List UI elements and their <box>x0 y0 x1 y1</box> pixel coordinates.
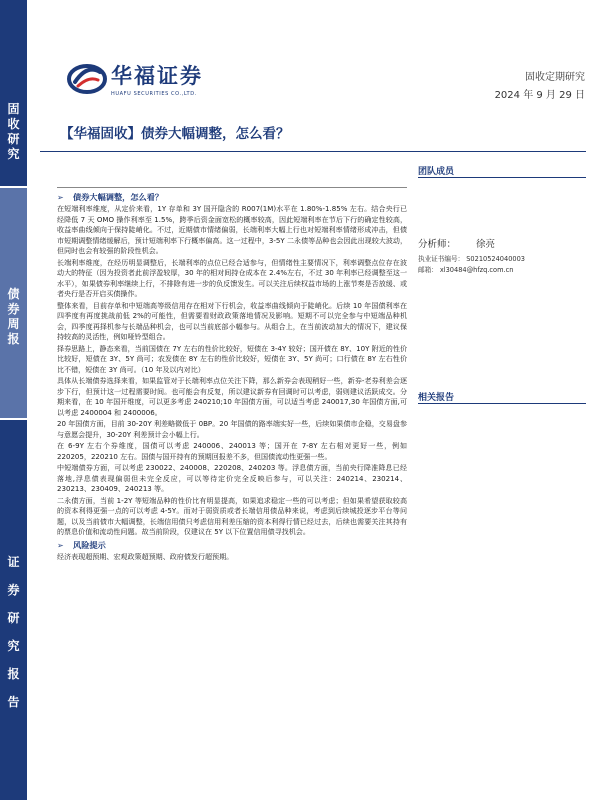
license-number: 执业证书编号： S0210524040003 <box>418 255 525 263</box>
paragraph: 在 6-9Y 左右个券维度，国债可以考虑 240006、240013 等；国开在 7-8Y 左右相对更好一些，例如 220205，220210 左右。国债与国开持有的预期回报差不多，但国债流动性更强一些。 <box>57 441 407 461</box>
left-sidebar <box>0 0 27 800</box>
company-logo <box>67 58 203 98</box>
team-heading: 团队成员 <box>418 164 586 178</box>
report-title: 【华福固收】债券大幅调整，怎么看？ <box>60 126 290 142</box>
sidebar-label-bond-weekly: 债 券 周 报 <box>7 287 20 346</box>
title-divider <box>40 151 586 152</box>
arrow-bullet-icon: ➢ <box>57 540 64 550</box>
logo-english-name: HUAFU SECURITIES CO.,LTD. <box>111 90 197 97</box>
sidebar-divider <box>0 418 27 420</box>
paragraph: 在短端利率维度，从定价来看，1Y 存单和 3Y 国开隐含的 R007(1M)水平在 1.80%-1.85% 左右。结合央行已经降低 7 天 OMO 操作利率至 1.5%，跨季后资金面宽松的概率较高，因此短端利率在节后下行的确定性较高，收益率曲线倾向于保持陡峭化。不过，近期债市情绪偏弱，长端利率大幅上行也对短端利率情绪形成冲击，但债市短期调整情绪缓解后，预计短端利率下行概率偏高。这一过程中，3-5Y 二永债等品种也会因此出现较大波动，但同时也会有较强的阶段性机会。 <box>57 204 407 255</box>
paragraph: 长端利率维度，在经历明显调整后，长端利率的点位已经合适参与，但情绪性主要情况下，利率调整点位存在波动大的特征（因为投资者此前浮盈较厚，30 年的相对间持仓成本在 2.4%左右，不过 30 年利率已经调整至这一水平），如果债券利率继续上行，不排除有进一步的负反馈发生。可以关注后续权益市场的上涨节奏是否放缓、或者央行是否开启买债操作。 <box>57 257 407 298</box>
paragraph: 20 年国债方面，目前 30-20Y 利差略微低于 0BP。20 年国债的路率端实好一些，后续如果债市企稳，交易盘参与意愿会提升，30-20Y 利差预计会小幅上行。 <box>57 419 407 439</box>
report-header <box>27 0 600 110</box>
paragraph: 具体从长端债券选择来看，如果监管对于长端利率点位关注下降，那么新券会表现稍好一些，新券-老券利差会逐步下行，但预计这一过程需要时间。也可能会有反复，所以建议新券有回调时可以考虑，弱则建议活跃成交。分期来看，在 10 年国开维度，可以更多考虑 240210;10 年国债方面，可以适当考虑 240017,30 年国债方面,可以考虑 2400004 和 2400006。 <box>57 376 407 417</box>
main-divider <box>57 187 407 188</box>
team-section <box>418 164 586 178</box>
paragraph: 二永债方面，当前 1-2Y 等短端品种的性价比有明显提高，如果追求稳定一些的可以考虑；但如果希望获取较高的资本利得更强一点的可以考虑 4-5Y。而对于弱资质或者长端信用债品种来说，考虑到后续城投逐步平台等问题，以及当前债市大幅调整，长端信用债只考虑信用利差压缩的资本利得行情已经过去，后续也需要关注其持有的票息价值和流动性问题。故当前阶段，仅建议在 5Y 以下位置信用债寻找机会。 <box>57 495 407 536</box>
main-content <box>57 192 407 562</box>
related-reports-heading: 相关报告 <box>418 390 586 404</box>
logo-chinese-name: 华福证券 <box>111 62 203 88</box>
report-date: 2024 年 9 月 29 日 <box>494 90 585 101</box>
sidebar-divider <box>0 186 27 188</box>
related-reports-section <box>418 390 586 404</box>
report-type: 固收定期研究 <box>525 72 585 83</box>
risk-text: 经济表现超预期、宏观政策超预期、政府债发行超预期。 <box>57 551 234 561</box>
arrow-bullet-icon: ➢ <box>57 193 64 202</box>
sidebar-label-securities-report: 证 券 研 究 报 告 <box>7 555 20 709</box>
section-heading-bond-adjustment: ➢ 债券大幅调整，怎么看？ <box>57 192 164 202</box>
analyst-email[interactable]: 邮箱： xl30484@hfzq.com.cn <box>418 266 514 274</box>
paragraph: 整体来看，目前存单和中短端高等级信用存在相对下行机会，收益率曲线倾向于陡峭化。后续 10 年国债利率在四季度有再度挑战前低 2%的可能性，但需要看财政政策落地情况及影响。短期不可以完全参与中短端品种机会，四季度再择机参与长端品种机会，也可以当前底部小幅参与。从组合上，在当前波动加大的情况下，建议保持较高的灵活性，例如哑铃型组合。 <box>57 300 407 341</box>
section-heading-risk: ➢ 风险提示 <box>57 539 106 550</box>
paragraph: 中短端债券方面，可以考虑 230022、240008、220208、240203 等。浮息债方面，当前央行降准降息已经落地,浮息债表现偏弱但未完全反应，可以等待定价完全反映后参与，可以关注：240214、230214、230213、230409、240213 等。 <box>57 463 407 493</box>
analyst-role: 分析师： <box>418 239 457 250</box>
huafu-logo-icon <box>67 58 107 98</box>
paragraph: 择券思路上，静态来看，当前国债在 7Y 左右的性价比较好，短债在 3-4Y 较好；国开债在 8Y、10Y 附近的性价比较好，短债在 3Y、5Y 尚可；农发债在 8Y 左右的性价比较好，短债在 3Y、5Y 尚可；口行债在 8Y 左右性价比不错，短债在 3Y 尚可。（10 年及以内对比） <box>57 343 407 374</box>
sidebar-label-fixed-income-research: 固 收 研 究 <box>7 102 20 161</box>
analyst-name: 徐亮 <box>476 239 496 250</box>
analyst-card <box>418 236 586 276</box>
